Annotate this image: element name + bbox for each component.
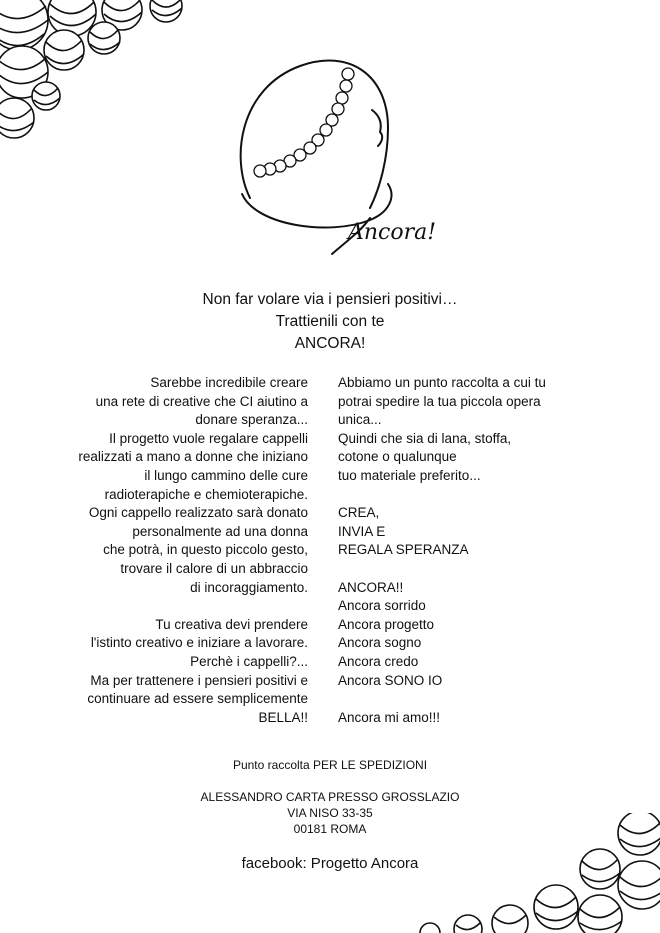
paragraph-collection — [338, 374, 638, 486]
text-line: l'istinto creativo e iniziare a lavorare. — [90, 635, 308, 651]
postal-address — [130, 789, 530, 837]
text-line: Ogni cappello realizzato sarà donato — [88, 505, 308, 521]
text-line: trovare il calore di un abbraccio — [120, 560, 308, 576]
text-line: Ancora progetto — [338, 616, 435, 632]
text-line: Il progetto vuole regalare cappelli — [109, 430, 308, 446]
address-line: VIA NISO 33-35 — [287, 806, 373, 820]
text-line: Tu creativa devi prendere — [155, 616, 308, 632]
right-column — [338, 374, 638, 746]
text-line: personalmente ad una donna — [132, 523, 308, 539]
text-line: CREA, — [338, 505, 380, 521]
text-line: Quindi che sia di lana, stoffa, — [338, 430, 512, 446]
text-line: unica... — [338, 412, 382, 428]
text-line: cotone o qualunque — [338, 449, 457, 465]
paragraph-intro — [40, 374, 308, 597]
text-line: Perchè i cappelli?... — [190, 653, 308, 669]
text-line: BELLA!! — [258, 709, 308, 725]
text-line: una rete di creative che CI aiutino a — [95, 393, 308, 409]
text-line: Ancora mi amo!!! — [338, 709, 441, 725]
paragraph-closing — [338, 709, 638, 728]
brand-logo-text: Ancora! — [348, 220, 437, 245]
text-line: Ancora sorrido — [338, 598, 426, 614]
facebook-link: facebook: Progetto Ancora — [241, 855, 419, 872]
text-line: Ma per trattenere i pensieri positivi e — [90, 672, 308, 688]
text-line: di incoraggiamento. — [190, 579, 308, 595]
headline-line: ANCORA! — [294, 335, 366, 352]
paragraph-ancora — [338, 579, 638, 691]
collection-point-label: Punto raccolta PER LE SPEDIZIONI — [232, 758, 428, 772]
address-line: 00181 ROMA — [293, 822, 367, 836]
text-line: continuare ad essere semplicemente — [87, 691, 308, 707]
text-line: il lungo cammino delle cure — [144, 467, 308, 483]
text-line: Sarebbe incredibile creare — [150, 375, 308, 390]
text-line: INVIA E — [338, 523, 386, 539]
text-line: ANCORA!! — [338, 579, 404, 595]
left-column — [40, 374, 308, 746]
text-line: Abbiamo un punto raccolta a cui tu — [338, 375, 546, 390]
text-line: tuo materiale preferito... — [338, 467, 481, 483]
headline — [120, 289, 540, 355]
paragraph-call — [40, 616, 308, 728]
yarn-balls-top-left — [0, 0, 220, 140]
text-line: Ancora credo — [338, 653, 419, 669]
text-line: Ancora sogno — [338, 635, 422, 651]
text-line: REGALA SPERANZA — [338, 542, 469, 558]
text-line: donare speranza... — [195, 412, 308, 428]
text-line: potrai spedire la tua piccola opera — [338, 393, 541, 409]
address-line: ALESSANDRO CARTA PRESSO GROSSLAZIO — [200, 790, 460, 804]
headline-line: Non far volare via i pensieri positivi… — [202, 291, 458, 308]
text-line: che potrà, in questo piccolo gesto, — [103, 542, 308, 558]
text-line: Ancora SONO IO — [338, 672, 443, 688]
headline-line: Trattienili con te — [275, 313, 385, 330]
paragraph-crea — [338, 504, 638, 560]
text-line: realizzati a mano a donne che iniziano — [78, 449, 308, 465]
text-line: radioterapiche e chemioterapiche. — [104, 486, 308, 502]
